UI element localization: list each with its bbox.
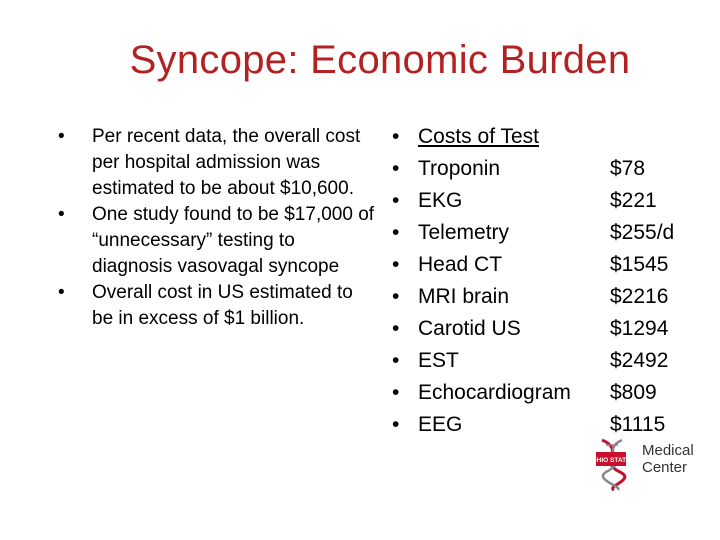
test-cost: $2216: [610, 285, 669, 308]
cost-row: [392, 249, 712, 281]
slide-title: Syncope: Economic Burden: [129, 38, 631, 82]
test-name: MRI brain: [418, 285, 510, 308]
bullet-icon: •: [392, 381, 400, 404]
test-name: Head CT: [418, 253, 503, 276]
cost-list-header: [392, 121, 712, 153]
test-cost: $221: [610, 189, 657, 212]
logo-emblem-text: OHIO STATE: [592, 457, 631, 464]
cost-list: [392, 121, 712, 441]
cost-row: [392, 345, 712, 377]
bullet-text: Per recent data, the overall cost per hospital admission was estimated to be about $10,600.: [92, 126, 361, 199]
medical-center-logo: [592, 436, 702, 492]
bullet-icon: •: [392, 157, 400, 180]
bullet-icon: •: [58, 126, 65, 147]
bullet-icon: •: [58, 282, 65, 303]
list-item: [58, 202, 378, 280]
cost-row: [392, 313, 712, 345]
cost-header-label: Costs of Test: [418, 125, 539, 148]
test-name: Troponin: [418, 157, 501, 180]
test-name: Carotid US: [418, 317, 521, 340]
list-item: [58, 280, 378, 332]
list-item: [58, 124, 378, 202]
cost-row: [392, 281, 712, 313]
bullet-icon: •: [58, 204, 65, 225]
bullet-text: Overall cost in US estimated to be in excess of $1 billion.: [92, 282, 353, 329]
bullet-icon: •: [392, 285, 400, 308]
left-bullet-list: [58, 124, 378, 332]
bullet-icon: •: [392, 413, 400, 436]
dna-helix-icon: [592, 436, 640, 492]
logo-wordmark: [642, 442, 694, 476]
test-cost: $255/d: [610, 221, 675, 244]
cost-row: [392, 217, 712, 249]
test-name: Echocardiogram: [418, 381, 571, 404]
test-cost: $1294: [610, 317, 669, 340]
test-name: EKG: [418, 189, 463, 212]
test-cost: $78: [610, 157, 646, 180]
bullet-icon: •: [392, 221, 400, 244]
bullet-icon: •: [392, 349, 400, 372]
logo-line-center: Center: [642, 459, 688, 476]
test-cost: $2492: [610, 349, 669, 372]
bullet-icon: •: [392, 189, 400, 212]
cost-row: [392, 185, 712, 217]
bullet-icon: •: [392, 317, 400, 340]
test-cost: $809: [610, 381, 657, 404]
cost-row: [392, 377, 712, 409]
test-name: EEG: [418, 413, 463, 436]
test-cost: $1545: [610, 253, 669, 276]
test-name: EST: [418, 349, 459, 372]
test-cost: $1115: [610, 413, 666, 436]
bullet-text: One study found to be $17,000 of “unnecessary” testing to diagnosis vasovagal syncope: [92, 204, 375, 277]
logo-line-medical: Medical: [642, 442, 694, 459]
bullet-icon: •: [392, 125, 400, 148]
bullet-icon: •: [392, 253, 400, 276]
test-name: Telemetry: [418, 221, 510, 244]
cost-row: [392, 153, 712, 185]
